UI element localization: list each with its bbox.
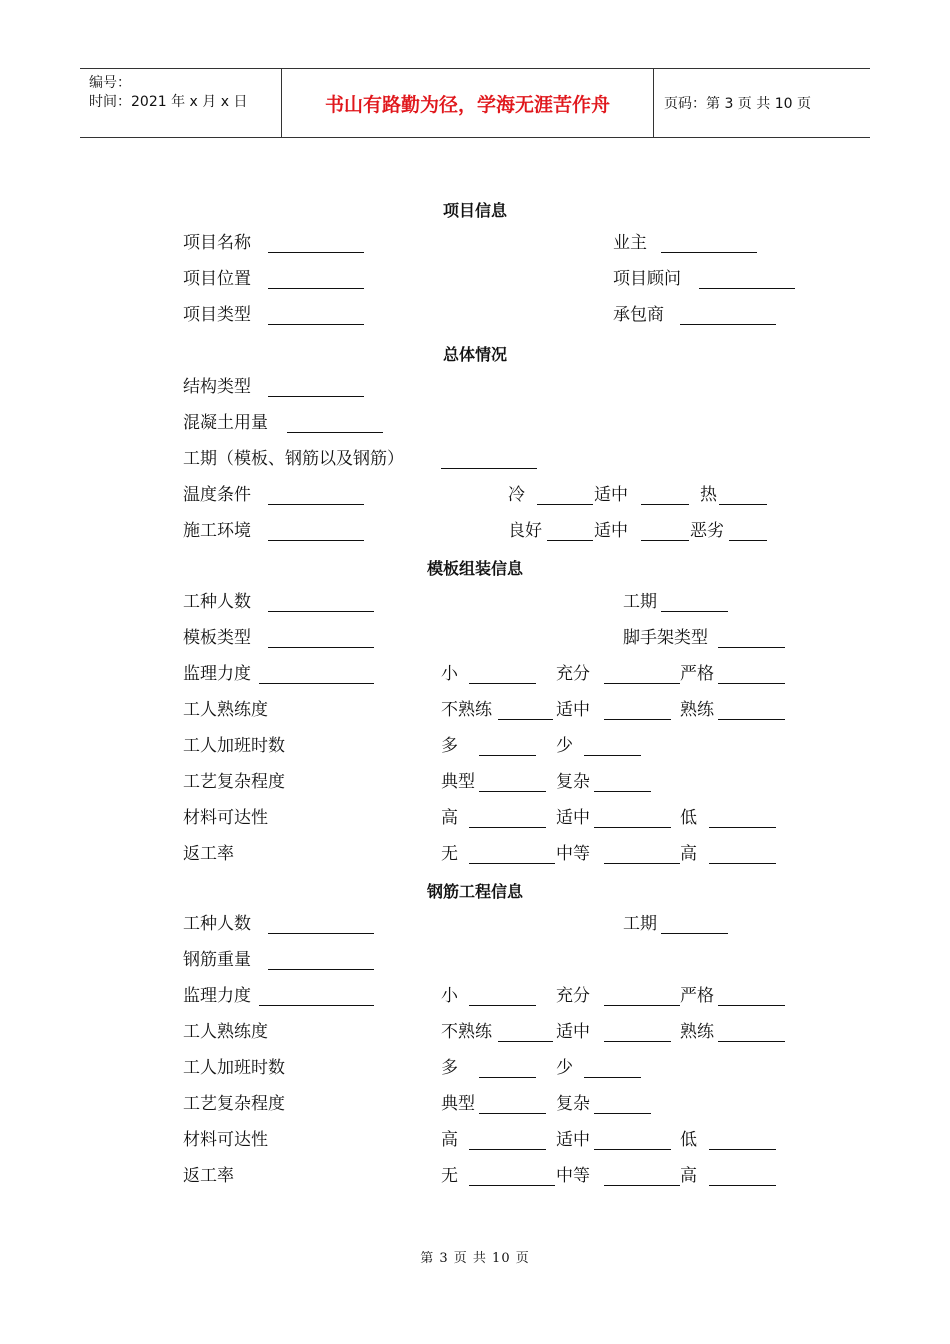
field-fw-typical[interactable]	[479, 791, 546, 792]
field-rb-none[interactable]	[469, 1185, 555, 1186]
field-rb-adequate[interactable]	[604, 1005, 680, 1006]
field-fw-type[interactable]	[268, 647, 374, 648]
field-environment[interactable]	[268, 540, 364, 541]
field-rb-mid[interactable]	[594, 1149, 671, 1150]
option-fw-moderate: 适中	[556, 700, 590, 720]
header-motto: 书山有路勤为径，学海无涯苦作舟	[282, 69, 654, 137]
field-cold[interactable]	[537, 504, 593, 505]
field-rb-small[interactable]	[469, 1005, 536, 1006]
field-rb-typical[interactable]	[479, 1113, 546, 1114]
field-scaffold-type[interactable]	[718, 647, 785, 648]
field-project-type[interactable]	[268, 324, 364, 325]
option-rb-medium: 中等	[556, 1166, 590, 1186]
label-rb-workers: 工种人数	[183, 914, 251, 934]
section-title-overall: 总体情况	[442, 345, 507, 364]
option-rb-low: 低	[680, 1130, 697, 1150]
field-overall-duration[interactable]	[441, 468, 537, 469]
field-project-name[interactable]	[268, 252, 364, 253]
option-rb-complex: 复杂	[556, 1094, 590, 1114]
option-rb-mid: 适中	[556, 1130, 590, 1150]
label-rb-rework: 返工率	[183, 1166, 234, 1186]
field-fw-skilled[interactable]	[718, 719, 785, 720]
field-rb-complex[interactable]	[594, 1113, 651, 1114]
option-env-moderate: 适中	[594, 521, 628, 541]
field-owner[interactable]	[661, 252, 757, 253]
option-fw-high2: 高	[680, 844, 697, 864]
field-rb-medium[interactable]	[604, 1185, 680, 1186]
option-rb-skilled: 熟练	[680, 1022, 714, 1042]
option-fw-skilled: 熟练	[680, 700, 714, 720]
label-concrete-volume: 混凝土用量	[183, 413, 268, 433]
field-rb-few[interactable]	[584, 1077, 641, 1078]
label-fw-duration: 工期	[623, 592, 657, 612]
field-rb-supervision[interactable]	[259, 1005, 374, 1006]
option-fw-adequate: 充分	[556, 664, 590, 684]
field-fw-workers[interactable]	[268, 611, 374, 612]
field-fw-small[interactable]	[469, 683, 536, 684]
label-rb-complexity: 工艺复杂程度	[183, 1094, 285, 1114]
label-consultant: 项目顾问	[613, 269, 681, 289]
field-fw-high[interactable]	[469, 827, 546, 828]
option-rb-many: 多	[441, 1058, 458, 1078]
field-fw-low[interactable]	[709, 827, 776, 828]
label-rb-availability: 材料可达性	[183, 1130, 268, 1150]
document-number: 编号：	[89, 75, 131, 91]
field-rb-duration[interactable]	[661, 933, 728, 934]
field-fw-duration[interactable]	[661, 611, 728, 612]
field-rb-many[interactable]	[479, 1077, 536, 1078]
field-env-moderate[interactable]	[641, 540, 689, 541]
label-structure-type: 结构类型	[183, 377, 251, 397]
option-rb-none: 无	[441, 1166, 458, 1186]
label-project-name: 项目名称	[183, 233, 251, 253]
label-fw-proficiency: 工人熟练度	[183, 700, 268, 720]
label-fw-complexity: 工艺复杂程度	[183, 772, 285, 792]
field-hot[interactable]	[719, 504, 767, 505]
field-fw-adequate[interactable]	[604, 683, 680, 684]
field-concrete-volume[interactable]	[287, 432, 383, 433]
field-consultant[interactable]	[699, 288, 795, 289]
field-structure-type[interactable]	[268, 396, 364, 397]
label-project-location: 项目位置	[183, 269, 251, 289]
field-contractor[interactable]	[680, 324, 776, 325]
section-title-rebar: 钢筋工程信息	[426, 882, 523, 901]
option-fw-complex: 复杂	[556, 772, 590, 792]
option-fw-low: 低	[680, 808, 697, 828]
option-cold: 冷	[508, 485, 525, 505]
label-environment: 施工环境	[183, 521, 251, 541]
field-rb-weight[interactable]	[268, 969, 374, 970]
option-fw-many: 多	[441, 736, 458, 756]
option-fw-few: 少	[556, 736, 573, 756]
document-date: 时间：2021 年 x 月 x 日	[89, 94, 248, 110]
option-rb-few: 少	[556, 1058, 573, 1078]
label-fw-workers: 工种人数	[183, 592, 251, 612]
field-rb-low[interactable]	[709, 1149, 776, 1150]
option-env-good: 良好	[508, 521, 542, 541]
field-rb-high2[interactable]	[709, 1185, 776, 1186]
field-env-good[interactable]	[547, 540, 593, 541]
field-rb-unskilled[interactable]	[498, 1041, 553, 1042]
option-rb-unskilled: 不熟练	[441, 1022, 492, 1042]
label-rb-overtime: 工人加班时数	[183, 1058, 285, 1078]
field-rb-strict[interactable]	[718, 1005, 785, 1006]
field-fw-mid[interactable]	[594, 827, 671, 828]
label-overall-duration: 工期（模板、钢筋以及钢筋）	[183, 449, 404, 469]
field-rb-high[interactable]	[469, 1149, 546, 1150]
option-rb-high2: 高	[680, 1166, 697, 1186]
option-rb-typical: 典型	[441, 1094, 475, 1114]
label-owner: 业主	[613, 233, 647, 253]
label-scaffold-type: 脚手架类型	[623, 628, 708, 648]
option-fw-unskilled: 不熟练	[441, 700, 492, 720]
label-fw-rework: 返工率	[183, 844, 234, 864]
field-rb-moderate[interactable]	[604, 1041, 671, 1042]
option-rb-small: 小	[441, 986, 458, 1006]
label-fw-type: 模板类型	[183, 628, 251, 648]
option-temp-moderate: 适中	[594, 485, 628, 505]
field-rb-workers[interactable]	[268, 933, 374, 934]
header-meta-cell	[80, 69, 282, 137]
field-temperature[interactable]	[268, 504, 364, 505]
label-contractor: 承包商	[613, 305, 664, 325]
field-fw-few[interactable]	[584, 755, 641, 756]
label-rb-duration: 工期	[623, 914, 657, 934]
field-fw-medium[interactable]	[604, 863, 680, 864]
field-env-bad[interactable]	[729, 540, 767, 541]
field-fw-strict[interactable]	[718, 683, 785, 684]
option-fw-medium: 中等	[556, 844, 590, 864]
option-rb-adequate: 充分	[556, 986, 590, 1006]
field-fw-supervision[interactable]	[259, 683, 374, 684]
page-footer: 第 3 页 共 10 页	[420, 1251, 530, 1266]
field-fw-many[interactable]	[479, 755, 536, 756]
field-fw-moderate[interactable]	[604, 719, 671, 720]
label-rb-weight: 钢筋重量	[183, 950, 251, 970]
option-fw-none: 无	[441, 844, 458, 864]
field-project-location[interactable]	[268, 288, 364, 289]
option-env-bad: 恶劣	[690, 521, 724, 541]
option-rb-moderate: 适中	[556, 1022, 590, 1042]
label-fw-overtime: 工人加班时数	[183, 736, 285, 756]
field-temp-moderate[interactable]	[641, 504, 689, 505]
option-fw-high: 高	[441, 808, 458, 828]
label-rb-supervision: 监理力度	[183, 986, 251, 1006]
option-fw-mid: 适中	[556, 808, 590, 828]
field-fw-unskilled[interactable]	[498, 719, 553, 720]
option-rb-strict: 严格	[680, 986, 714, 1006]
option-fw-small: 小	[441, 664, 458, 684]
option-fw-strict: 严格	[680, 664, 714, 684]
label-rb-proficiency: 工人熟练度	[183, 1022, 268, 1042]
label-temperature: 温度条件	[183, 485, 251, 505]
label-fw-availability: 材料可达性	[183, 808, 268, 828]
field-fw-high2[interactable]	[709, 863, 776, 864]
option-hot: 热	[700, 485, 717, 505]
option-rb-high: 高	[441, 1130, 458, 1150]
field-fw-complex[interactable]	[594, 791, 651, 792]
header-page-info: 页码：第 3 页 共 10 页	[664, 96, 811, 112]
page-header	[80, 68, 870, 138]
label-project-type: 项目类型	[183, 305, 251, 325]
option-fw-typical: 典型	[441, 772, 475, 792]
label-fw-supervision: 监理力度	[183, 664, 251, 684]
section-title-formwork: 模板组装信息	[426, 559, 523, 578]
section-title-project-info: 项目信息	[442, 201, 507, 220]
field-fw-none[interactable]	[469, 863, 555, 864]
field-rb-skilled[interactable]	[718, 1041, 785, 1042]
